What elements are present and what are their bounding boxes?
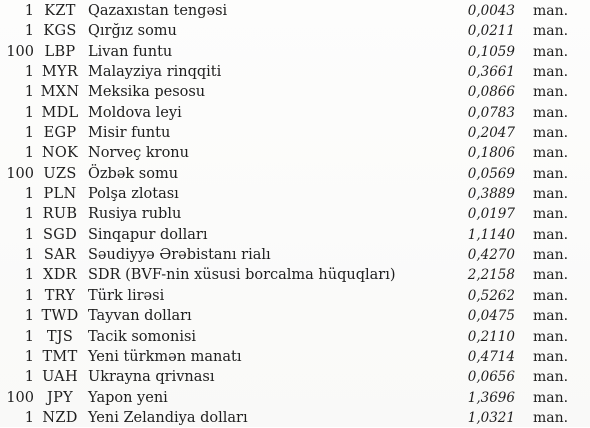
- unit-cell: man.: [533, 84, 569, 101]
- rate-value-cell: 0,4270: [467, 247, 515, 264]
- currency-name-cell: Malayziya rinqqiti: [88, 64, 222, 81]
- rate-value-cell: 1,3696: [467, 389, 515, 406]
- currency-name-cell: Moldova leyi: [88, 104, 182, 121]
- unit-cell: man.: [533, 328, 569, 345]
- rate-value-cell: 0,3661: [467, 64, 515, 81]
- unit-cell: man.: [533, 64, 569, 81]
- unit-cell: man.: [533, 145, 569, 162]
- rate-value-cell: 0,1806: [467, 145, 515, 162]
- currency-code-cell: UZS: [43, 165, 77, 182]
- rate-value-cell: 0,3889: [467, 186, 515, 203]
- rate-row: [0, 103, 590, 123]
- rate-row: [0, 1, 590, 21]
- nominal-cell: 1: [24, 247, 34, 264]
- currency-name-cell: Livan funtu: [88, 43, 173, 60]
- rate-value-cell: 0,0569: [467, 165, 515, 182]
- currency-code-cell: XDR: [43, 267, 77, 284]
- currency-name-cell: Türk lirəsi: [88, 287, 165, 304]
- currency-name-cell: Tacik somonisi: [88, 328, 197, 345]
- rate-value-cell: 0,0475: [467, 308, 515, 325]
- unit-cell: man.: [533, 369, 569, 386]
- currency-name-cell: Sinqapur dolları: [88, 226, 208, 243]
- rate-row: [0, 82, 590, 102]
- currency-name-cell: Rusiya rublu: [88, 206, 182, 223]
- currency-code-cell: JPY: [46, 389, 74, 406]
- nominal-cell: 1: [24, 104, 34, 121]
- currency-code-cell: MXN: [40, 84, 80, 101]
- nominal-cell: 1: [24, 369, 34, 386]
- currency-code-cell: MYR: [41, 64, 79, 81]
- rate-row: [0, 327, 590, 347]
- rate-value-cell: 0,2110: [467, 328, 515, 345]
- unit-cell: man.: [533, 287, 569, 304]
- currency-code-cell: EGP: [43, 125, 77, 142]
- rate-row: [0, 286, 590, 306]
- currency-code-cell: UAH: [42, 369, 78, 386]
- currency-code-cell: NOK: [41, 145, 79, 162]
- unit-cell: man.: [533, 43, 569, 60]
- rate-row: [0, 388, 590, 408]
- unit-cell: man.: [533, 165, 569, 182]
- nominal-cell: 1: [24, 125, 34, 142]
- unit-cell: man.: [533, 125, 569, 142]
- nominal-cell: 1: [24, 3, 34, 19]
- currency-code-cell: TJS: [46, 328, 74, 345]
- nominal-cell: 1: [24, 287, 34, 304]
- rate-row: [0, 184, 590, 204]
- currency-name-cell: Tayvan dolları: [88, 308, 192, 325]
- exchange-rate-list: [0, 1, 590, 428]
- rate-value-cell: 0,0783: [467, 104, 515, 121]
- rate-value-cell: 0,2047: [467, 125, 515, 142]
- currency-code-cell: MDL: [41, 104, 79, 121]
- rate-value-cell: 0,5262: [467, 287, 515, 304]
- rate-value-cell: 0,0043: [467, 3, 515, 19]
- unit-cell: man.: [533, 348, 569, 365]
- rate-value-cell: 0,4714: [467, 348, 515, 365]
- nominal-cell: 100: [6, 389, 34, 406]
- unit-cell: man.: [533, 186, 569, 203]
- currency-name-cell: Yapon yeni: [88, 389, 168, 406]
- currency-code-cell: TRY: [44, 287, 76, 304]
- rate-row: [0, 306, 590, 326]
- nominal-cell: 100: [6, 43, 34, 60]
- currency-name-cell: Ukrayna qrivnası: [88, 369, 215, 386]
- rate-value-cell: 0,0866: [467, 84, 515, 101]
- rate-row: [0, 347, 590, 367]
- currency-name-cell: Meksika pesosu: [88, 84, 206, 101]
- unit-cell: man.: [533, 23, 569, 40]
- currency-name-cell: SDR (BVF-nin xüsusi borcalma hüquqları): [88, 267, 396, 284]
- unit-cell: man.: [533, 409, 569, 426]
- rate-row: [0, 143, 590, 163]
- currency-code-cell: RUB: [42, 206, 78, 223]
- rate-row: [0, 204, 590, 224]
- rate-value-cell: 0,0211: [467, 23, 515, 40]
- unit-cell: man.: [533, 206, 569, 223]
- rate-row: [0, 408, 590, 428]
- currency-code-cell: TWD: [41, 308, 79, 325]
- rate-row: [0, 123, 590, 143]
- rate-row: [0, 367, 590, 387]
- nominal-cell: 1: [24, 84, 34, 101]
- nominal-cell: 1: [24, 409, 34, 426]
- nominal-cell: 1: [24, 145, 34, 162]
- unit-cell: man.: [533, 267, 569, 284]
- nominal-cell: 1: [24, 348, 34, 365]
- unit-cell: man.: [533, 308, 569, 325]
- nominal-cell: 1: [24, 64, 34, 81]
- nominal-cell: 1: [24, 206, 34, 223]
- currency-code-cell: KZT: [44, 3, 76, 19]
- currency-name-cell: Norveç kronu: [88, 145, 189, 162]
- currency-code-cell: KGS: [43, 23, 77, 40]
- rate-row: [0, 42, 590, 62]
- currency-code-cell: SAR: [43, 247, 77, 264]
- currency-code-cell: PLN: [43, 186, 77, 203]
- currency-name-cell: Misir funtu: [88, 125, 171, 142]
- currency-code-cell: SGD: [42, 226, 78, 243]
- rate-row: [0, 21, 590, 41]
- currency-code-cell: LBP: [44, 43, 76, 60]
- currency-name-cell: Qırğız somu: [88, 23, 177, 40]
- rate-value-cell: 2,2158: [467, 267, 515, 284]
- currency-name-cell: Qazaxıstan tengəsi: [88, 3, 228, 19]
- nominal-cell: 100: [6, 165, 34, 182]
- unit-cell: man.: [533, 226, 569, 243]
- rate-value-cell: 0,0656: [467, 369, 515, 386]
- unit-cell: man.: [533, 104, 569, 121]
- unit-cell: man.: [533, 389, 569, 406]
- nominal-cell: 1: [24, 23, 34, 40]
- currency-name-cell: Özbək somu: [88, 165, 179, 182]
- nominal-cell: 1: [24, 186, 34, 203]
- rate-value-cell: 1,0321: [467, 409, 515, 426]
- rate-value-cell: 0,1059: [467, 43, 515, 60]
- currency-code-cell: NZD: [42, 409, 78, 426]
- rate-value-cell: 1,1140: [467, 226, 515, 243]
- rate-value-cell: 0,0197: [467, 206, 515, 223]
- currency-code-cell: TMT: [42, 348, 78, 365]
- rate-row: [0, 265, 590, 285]
- rate-row: [0, 225, 590, 245]
- rate-row: [0, 164, 590, 184]
- unit-cell: man.: [533, 247, 569, 264]
- currency-name-cell: Yeni Zelandiya dolları: [88, 409, 248, 426]
- rate-row: [0, 245, 590, 265]
- nominal-cell: 1: [24, 328, 34, 345]
- unit-cell: man.: [533, 3, 569, 19]
- currency-name-cell: Yeni türkmən manatı: [88, 348, 242, 365]
- nominal-cell: 1: [24, 267, 34, 284]
- nominal-cell: 1: [24, 226, 34, 243]
- nominal-cell: 1: [24, 308, 34, 325]
- currency-name-cell: Səudiyyə Ərəbistanı rialı: [88, 247, 271, 264]
- rate-row: [0, 62, 590, 82]
- currency-name-cell: Polşa zlotası: [88, 186, 179, 203]
